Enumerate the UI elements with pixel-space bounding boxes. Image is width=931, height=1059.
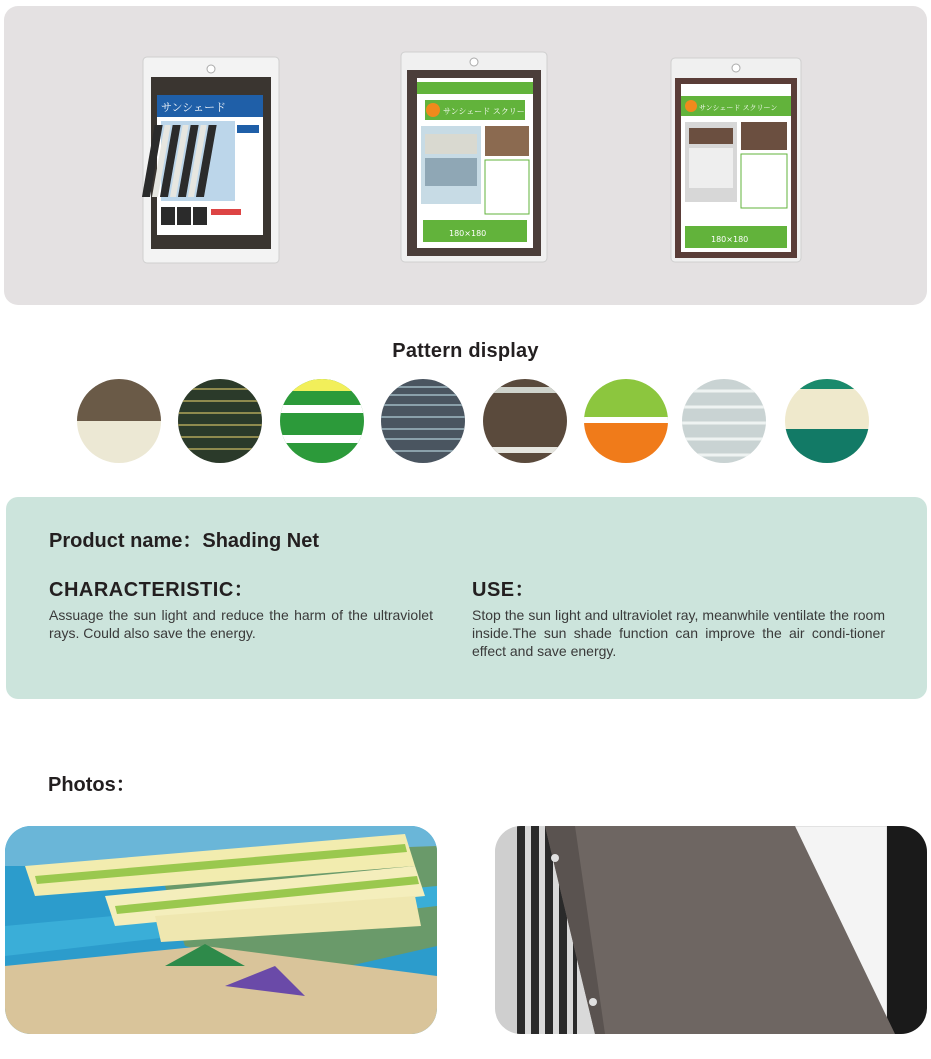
pattern-swatches [0, 376, 931, 466]
swatch-silver-reflective[interactable] [682, 379, 766, 463]
package-image-2 [397, 50, 551, 266]
package-2-label: サンシェード スクリーン [443, 107, 533, 116]
pattern-display-title: Pattern display [392, 340, 539, 362]
use-heading: USE： [472, 579, 536, 601]
photo-window-shade [495, 826, 927, 1034]
package-image-3 [667, 56, 805, 266]
swatch-brown-cream[interactable] [77, 379, 161, 463]
swatch-lime-orange[interactable] [584, 379, 668, 463]
package-image-1 [137, 55, 285, 267]
characteristic-text: Assuage the sun light and reduce the harm of the ultraviolet rays. Could also save the energy. [49, 607, 433, 641]
use-text: Stop the sun light and ultraviolet ray, meanwhile ventilate the room inside.The sun shade function can improve the air condi-tioner effect and save energy. [472, 607, 885, 659]
product-packages-panel [4, 6, 927, 305]
swatch-dark-green-weave[interactable] [178, 379, 262, 463]
swatch-brown-white-stripe[interactable] [483, 379, 567, 463]
product-name: Product name：Shading Net [49, 530, 320, 552]
photos-heading: Photos： [48, 774, 136, 796]
swatch-grey-blue-stripe[interactable] [381, 379, 465, 463]
product-info-card [6, 497, 927, 699]
characteristic-heading: CHARACTERISTIC： [49, 579, 255, 601]
swatch-cream-teal[interactable] [785, 379, 869, 463]
package-3-label: サンシェード スクリーン [699, 104, 778, 112]
swatch-green-white-stripe[interactable] [280, 379, 364, 463]
package-3-size: 180×180 [711, 235, 749, 244]
photo-pool-shade [5, 826, 437, 1034]
package-1-label: サンシェード [161, 101, 226, 114]
package-2-size: 180×180 [449, 229, 487, 238]
